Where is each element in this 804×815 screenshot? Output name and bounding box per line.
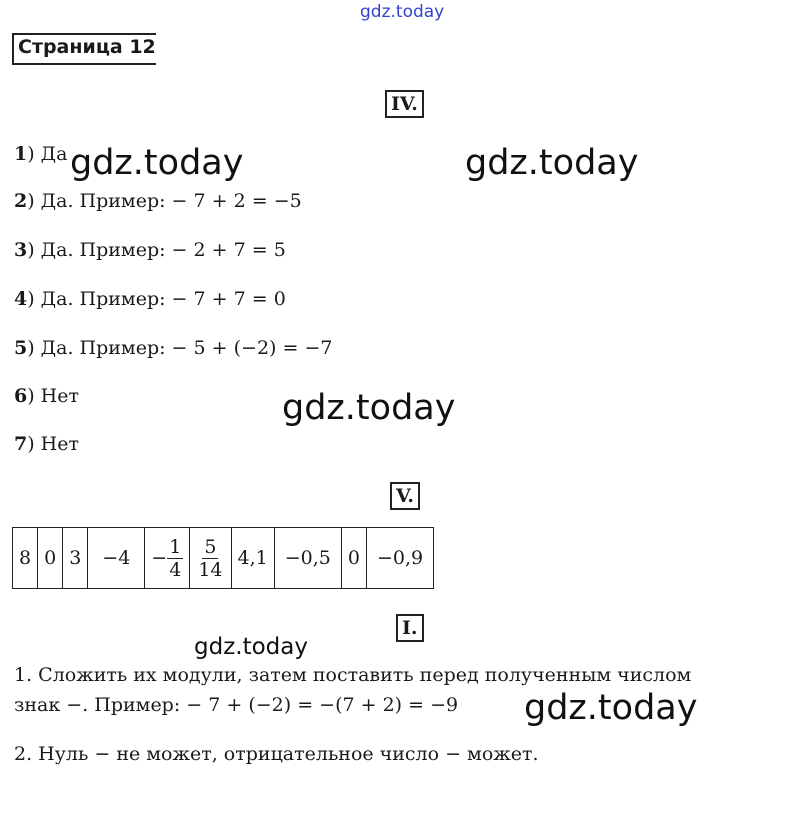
page-label: Страница 12: [18, 36, 156, 58]
answer-1: 1) Да: [14, 143, 68, 165]
watermark-top: gdz.today: [360, 2, 445, 22]
answer-7: 7) Нет: [14, 433, 80, 455]
rule-text-line-1: 1. Сложить их модули, затем поставить перед полученным числом: [14, 664, 692, 686]
watermark: gdz.today: [70, 143, 244, 183]
table-cell: 0: [341, 528, 366, 589]
answer-2: 2) Да. Пример: − 7 + 2 = −5: [14, 190, 302, 212]
table-cell-fraction: [190, 528, 231, 589]
minus-sign: −: [151, 547, 168, 569]
table-cell: 0: [38, 528, 63, 589]
watermark: gdz.today: [524, 688, 698, 728]
table-cell: −4: [88, 528, 145, 589]
answer-4: 4) Да. Пример: − 7 + 7 = 0: [14, 288, 286, 310]
fraction-numerator: 5: [204, 535, 217, 558]
watermark: gdz.today: [282, 388, 456, 428]
table-cell: 8: [13, 528, 38, 589]
rule-text-line-2: знак −. Пример: − 7 + (−2) = −(7 + 2) = −9: [14, 694, 459, 716]
rule-text-line-3: 2. Нуль − не может, отрицательное число − может.: [14, 743, 539, 765]
table-cell-fraction: [145, 528, 190, 589]
fraction-numerator: 1: [169, 535, 182, 558]
fraction: [196, 536, 224, 581]
answer-3: 3) Да. Пример: − 2 + 7 = 5: [14, 239, 286, 261]
watermark: gdz.today: [465, 143, 639, 183]
section-iv-heading: IV.: [385, 90, 424, 118]
section-v-heading: V.: [390, 482, 420, 510]
fraction-denominator: 14: [198, 558, 223, 581]
fraction: [167, 536, 183, 581]
fraction-denominator: 4: [169, 558, 182, 581]
watermark: gdz.today: [194, 634, 308, 660]
table-cell: −0,9: [366, 528, 433, 589]
section-i-heading: I.: [396, 614, 424, 642]
answer-5: 5) Да. Пример: − 5 + (−2) = −7: [14, 337, 333, 359]
answer-6: 6) Нет: [14, 385, 80, 407]
table-cell: 3: [63, 528, 88, 589]
values-table: [12, 527, 434, 589]
table-cell: 4,1: [231, 528, 274, 589]
table-cell: −0,5: [274, 528, 341, 589]
